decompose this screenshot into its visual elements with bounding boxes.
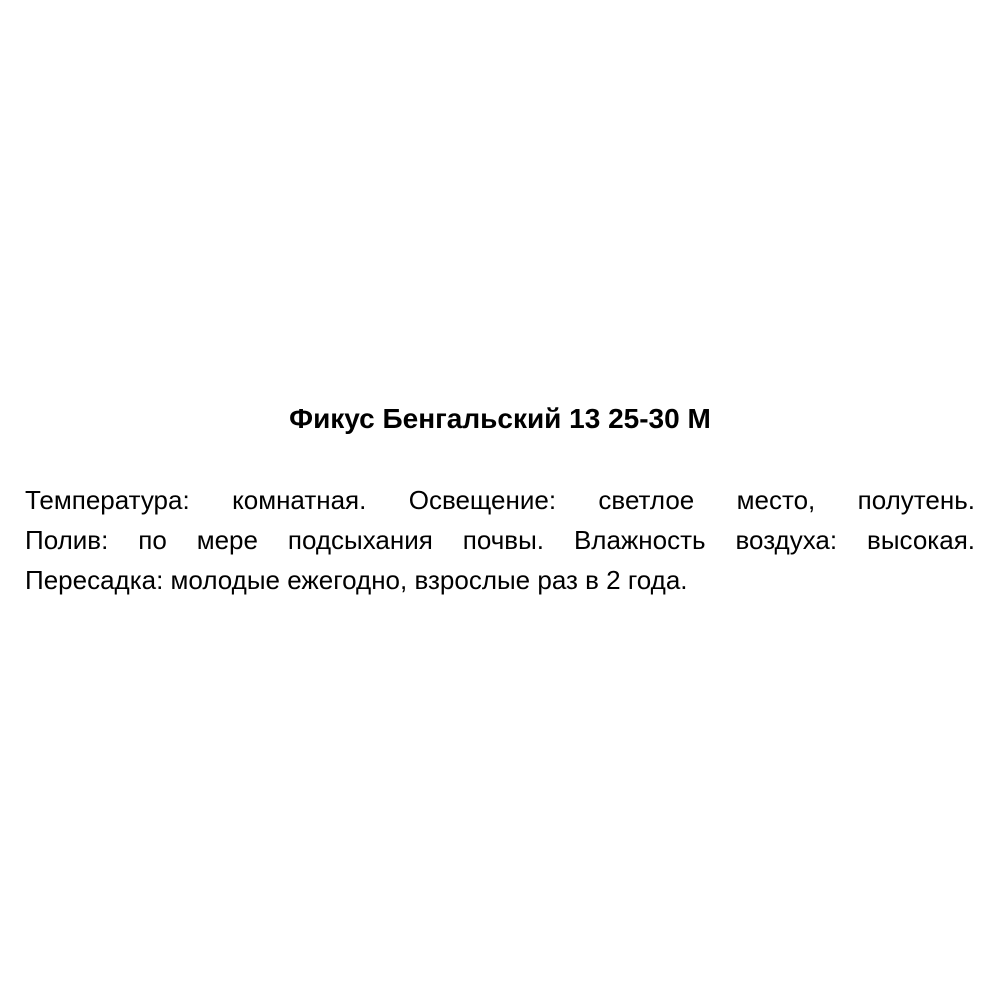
care-line-repotting: Пересадка: молодые ежегодно, взрослые раз в 2 года. <box>25 565 688 595</box>
care-instructions-paragraph <box>25 480 975 600</box>
document-title: Фикус Бенгальский 13 25-30 М <box>289 403 711 434</box>
care-line-temperature-lighting: Температура: комнатная. Освещение: светлое место, полутень. <box>25 485 975 515</box>
care-line-watering-humidity: Полив: по мере подсыхания почвы. Влажность воздуха: высокая. <box>25 525 975 555</box>
